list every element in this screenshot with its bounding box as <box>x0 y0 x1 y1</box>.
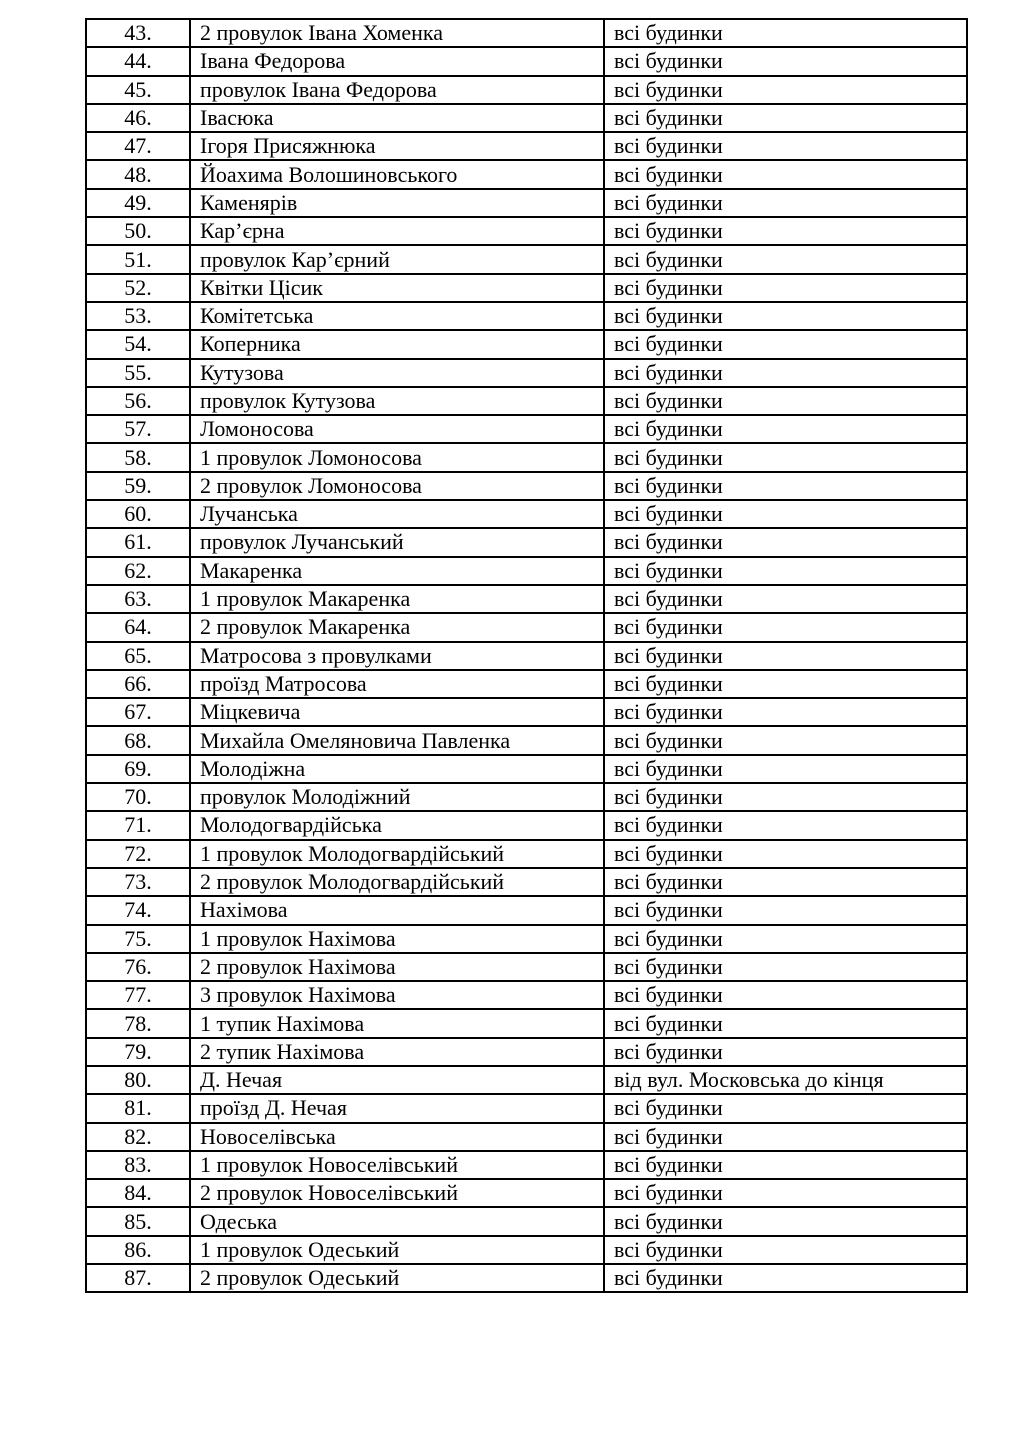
table-row <box>86 274 967 302</box>
street-name-cell: 1 тупик Нахімова <box>190 1009 604 1037</box>
houses-cell: всі будинки <box>604 868 967 896</box>
street-name-cell: Комітетська <box>190 302 604 330</box>
street-name-cell: провулок Івана Федорова <box>190 76 604 104</box>
table-row <box>86 359 967 387</box>
houses-cell: всі будинки <box>604 1207 967 1235</box>
street-name-cell: 2 провулок Івана Хоменка <box>190 19 604 47</box>
street-name-cell: Квітки Цісик <box>190 274 604 302</box>
row-number-cell: 46. <box>86 104 190 132</box>
table-row <box>86 557 967 585</box>
houses-cell: всі будинки <box>604 245 967 273</box>
row-number-cell: 76. <box>86 953 190 981</box>
street-name-cell: 1 провулок Ломоносова <box>190 443 604 471</box>
houses-cell: всі будинки <box>604 925 967 953</box>
row-number-cell: 83. <box>86 1151 190 1179</box>
table-row <box>86 132 967 160</box>
houses-cell: всі будинки <box>604 76 967 104</box>
houses-cell: всі будинки <box>604 1009 967 1037</box>
table-row <box>86 613 967 641</box>
table-row <box>86 1123 967 1151</box>
street-name-cell: 2 провулок Молодогвардійський <box>190 868 604 896</box>
street-name-cell: 2 провулок Ломоносова <box>190 472 604 500</box>
houses-cell: всі будинки <box>604 472 967 500</box>
table-row <box>86 585 967 613</box>
row-number-cell: 80. <box>86 1066 190 1094</box>
street-name-cell: Новоселівська <box>190 1123 604 1151</box>
row-number-cell: 68. <box>86 726 190 754</box>
houses-cell: всі будинки <box>604 274 967 302</box>
row-number-cell: 45. <box>86 76 190 104</box>
row-number-cell: 81. <box>86 1094 190 1122</box>
houses-cell: всі будинки <box>604 359 967 387</box>
table-row <box>86 840 967 868</box>
row-number-cell: 53. <box>86 302 190 330</box>
table-row <box>86 387 967 415</box>
row-number-cell: 78. <box>86 1009 190 1037</box>
table-row <box>86 726 967 754</box>
table-row <box>86 670 967 698</box>
row-number-cell: 60. <box>86 500 190 528</box>
row-number-cell: 67. <box>86 698 190 726</box>
houses-cell: всі будинки <box>604 1179 967 1207</box>
houses-cell: всі будинки <box>604 557 967 585</box>
houses-cell: всі будинки <box>604 1094 967 1122</box>
houses-cell: всі будинки <box>604 1151 967 1179</box>
row-number-cell: 82. <box>86 1123 190 1151</box>
row-number-cell: 66. <box>86 670 190 698</box>
houses-cell: всі будинки <box>604 981 967 1009</box>
houses-cell: всі будинки <box>604 783 967 811</box>
street-name-cell: Кутузова <box>190 359 604 387</box>
row-number-cell: 72. <box>86 840 190 868</box>
street-name-cell: провулок Молодіжний <box>190 783 604 811</box>
row-number-cell: 55. <box>86 359 190 387</box>
row-number-cell: 58. <box>86 443 190 471</box>
table-row <box>86 472 967 500</box>
row-number-cell: 71. <box>86 811 190 839</box>
table-row <box>86 925 967 953</box>
street-name-cell: Івана Федорова <box>190 47 604 75</box>
houses-cell: всі будинки <box>604 670 967 698</box>
street-name-cell: 1 провулок Молодогвардійський <box>190 840 604 868</box>
houses-cell: всі будинки <box>604 104 967 132</box>
table-row <box>86 1207 967 1235</box>
street-name-cell: 2 провулок Нахімова <box>190 953 604 981</box>
table-row <box>86 330 967 358</box>
street-name-cell: Молодіжна <box>190 755 604 783</box>
table-row <box>86 755 967 783</box>
street-name-cell: Міцкевича <box>190 698 604 726</box>
table-row <box>86 47 967 75</box>
street-name-cell: Каменярів <box>190 189 604 217</box>
row-number-cell: 65. <box>86 642 190 670</box>
table-row <box>86 443 967 471</box>
row-number-cell: 52. <box>86 274 190 302</box>
houses-cell: всі будинки <box>604 302 967 330</box>
row-number-cell: 77. <box>86 981 190 1009</box>
street-list-body <box>86 19 967 1292</box>
houses-cell: всі будинки <box>604 415 967 443</box>
row-number-cell: 84. <box>86 1179 190 1207</box>
table-row <box>86 981 967 1009</box>
table-row <box>86 500 967 528</box>
table-row <box>86 1038 967 1066</box>
row-number-cell: 69. <box>86 755 190 783</box>
table-row <box>86 160 967 188</box>
street-name-cell: 3 провулок Нахімова <box>190 981 604 1009</box>
houses-cell: всі будинки <box>604 1123 967 1151</box>
row-number-cell: 64. <box>86 613 190 641</box>
row-number-cell: 85. <box>86 1207 190 1235</box>
table-row <box>86 783 967 811</box>
table-row <box>86 189 967 217</box>
street-name-cell: Нахімова <box>190 896 604 924</box>
houses-cell: всі будинки <box>604 132 967 160</box>
street-name-cell: 2 провулок Новоселівський <box>190 1179 604 1207</box>
table-row <box>86 1264 967 1292</box>
row-number-cell: 75. <box>86 925 190 953</box>
street-name-cell: 1 провулок Новоселівський <box>190 1151 604 1179</box>
street-name-cell: Лучанська <box>190 500 604 528</box>
street-name-cell: Ломоносова <box>190 415 604 443</box>
street-name-cell: 2 провулок Макаренка <box>190 613 604 641</box>
street-name-cell: 2 провулок Одеський <box>190 1264 604 1292</box>
street-name-cell: проїзд Д. Нечая <box>190 1094 604 1122</box>
table-row <box>86 415 967 443</box>
houses-cell: всі будинки <box>604 47 967 75</box>
houses-cell: всі будинки <box>604 1264 967 1292</box>
table-row <box>86 1009 967 1037</box>
houses-cell: всі будинки <box>604 189 967 217</box>
table-row <box>86 245 967 273</box>
table-row <box>86 1066 967 1094</box>
houses-cell: всі будинки <box>604 755 967 783</box>
houses-cell: всі будинки <box>604 811 967 839</box>
table-row <box>86 896 967 924</box>
table-row <box>86 1236 967 1264</box>
houses-cell: всі будинки <box>604 585 967 613</box>
street-name-cell: 1 провулок Нахімова <box>190 925 604 953</box>
row-number-cell: 49. <box>86 189 190 217</box>
row-number-cell: 57. <box>86 415 190 443</box>
table-row <box>86 1179 967 1207</box>
houses-cell: всі будинки <box>604 896 967 924</box>
street-name-cell: провулок Кутузова <box>190 387 604 415</box>
row-number-cell: 86. <box>86 1236 190 1264</box>
houses-cell: всі будинки <box>604 698 967 726</box>
table-row <box>86 1151 967 1179</box>
houses-cell: всі будинки <box>604 160 967 188</box>
street-name-cell: Одеська <box>190 1207 604 1235</box>
street-name-cell: проїзд Матросова <box>190 670 604 698</box>
street-name-cell: провулок Кар’єрний <box>190 245 604 273</box>
houses-cell: всі будинки <box>604 840 967 868</box>
street-name-cell: провулок Лучанський <box>190 528 604 556</box>
row-number-cell: 50. <box>86 217 190 245</box>
street-list-table <box>85 18 968 1293</box>
street-name-cell: 2 тупик Нахімова <box>190 1038 604 1066</box>
street-name-cell: Д. Нечая <box>190 1066 604 1094</box>
row-number-cell: 63. <box>86 585 190 613</box>
houses-cell: всі будинки <box>604 330 967 358</box>
row-number-cell: 79. <box>86 1038 190 1066</box>
houses-cell: всі будинки <box>604 1038 967 1066</box>
row-number-cell: 43. <box>86 19 190 47</box>
table-row <box>86 104 967 132</box>
street-name-cell: Коперника <box>190 330 604 358</box>
table-row <box>86 868 967 896</box>
houses-cell: всі будинки <box>604 642 967 670</box>
table-row <box>86 302 967 330</box>
houses-cell: всі будинки <box>604 528 967 556</box>
row-number-cell: 44. <box>86 47 190 75</box>
street-name-cell: Ігоря Присяжнюка <box>190 132 604 160</box>
houses-cell: всі будинки <box>604 953 967 981</box>
table-row <box>86 19 967 47</box>
row-number-cell: 59. <box>86 472 190 500</box>
row-number-cell: 54. <box>86 330 190 358</box>
row-number-cell: 74. <box>86 896 190 924</box>
table-row <box>86 528 967 556</box>
row-number-cell: 47. <box>86 132 190 160</box>
street-name-cell: Кар’єрна <box>190 217 604 245</box>
row-number-cell: 73. <box>86 868 190 896</box>
houses-cell: всі будинки <box>604 387 967 415</box>
street-name-cell: Матросова з провулками <box>190 642 604 670</box>
row-number-cell: 62. <box>86 557 190 585</box>
street-name-cell: Йоахима Волошиновського <box>190 160 604 188</box>
row-number-cell: 48. <box>86 160 190 188</box>
houses-cell: всі будинки <box>604 19 967 47</box>
street-name-cell: Івасюка <box>190 104 604 132</box>
table-row <box>86 217 967 245</box>
table-row <box>86 698 967 726</box>
table-row <box>86 642 967 670</box>
street-name-cell: Михайла Омеляновича Павленка <box>190 726 604 754</box>
row-number-cell: 56. <box>86 387 190 415</box>
table-row <box>86 1094 967 1122</box>
table-row <box>86 811 967 839</box>
table-row <box>86 953 967 981</box>
street-name-cell: Макаренка <box>190 557 604 585</box>
street-name-cell: 1 провулок Макаренка <box>190 585 604 613</box>
houses-cell: всі будинки <box>604 217 967 245</box>
houses-cell: всі будинки <box>604 443 967 471</box>
row-number-cell: 87. <box>86 1264 190 1292</box>
houses-cell: всі будинки <box>604 613 967 641</box>
row-number-cell: 51. <box>86 245 190 273</box>
street-name-cell: Молодогвардійська <box>190 811 604 839</box>
row-number-cell: 61. <box>86 528 190 556</box>
houses-cell: від вул. Московська до кінця <box>604 1066 967 1094</box>
row-number-cell: 70. <box>86 783 190 811</box>
street-name-cell: 1 провулок Одеський <box>190 1236 604 1264</box>
houses-cell: всі будинки <box>604 500 967 528</box>
houses-cell: всі будинки <box>604 1236 967 1264</box>
houses-cell: всі будинки <box>604 726 967 754</box>
table-row <box>86 76 967 104</box>
